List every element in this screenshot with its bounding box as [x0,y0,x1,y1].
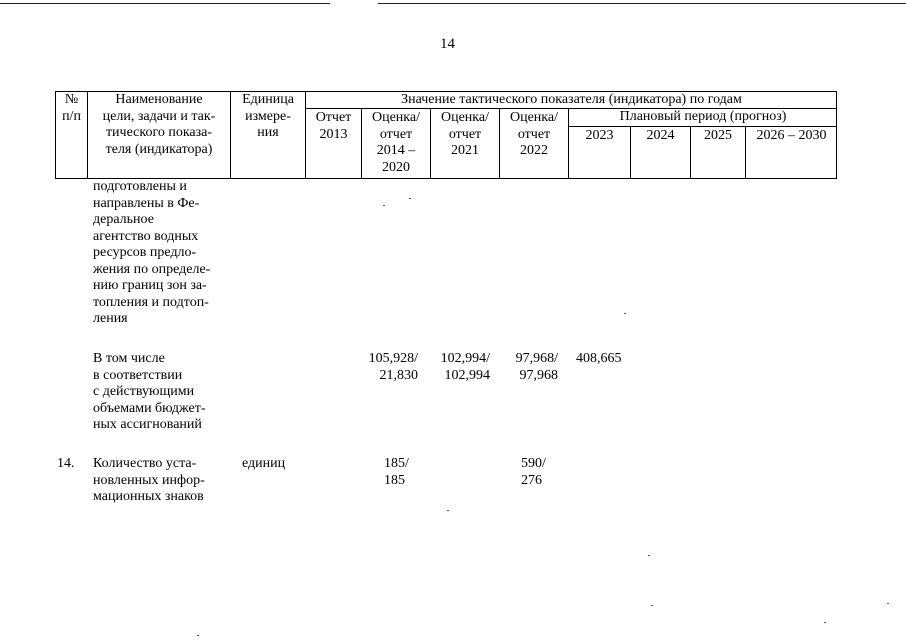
header-year-2026-2030: 2026 – 2030 [756,128,827,143]
header-report-2013: Отчет 2013 [315,110,352,142]
scan-speck [447,510,449,511]
including-row-name: В том числе в соответствии с действующими объемами бюджет- ных ассигнований [93,351,206,432]
header-year-2024: 2024 [646,128,675,143]
row-14-value-2014-2020: 185/ 185 [384,456,409,488]
header-year-2025: 2025 [704,128,732,143]
scan-edge-line [378,3,906,4]
including-value-2023: 408,665 [576,351,622,366]
scan-speck [887,603,889,604]
row-14-name: Количество уста- новленных инфор- мационных знаков [93,456,205,504]
header-est-2022: Оценка/ отчет 2022 [509,110,558,158]
scan-speck [409,198,411,199]
row-14-value-2022: 590/ 276 [521,456,546,488]
scan-speck [648,555,650,556]
header-col-name: Наименование цели, задачи и так- тического показа- теля (индикатора) [102,92,216,157]
row-14-unit: единиц [242,456,286,471]
continuation-row-name: подготовлены и направлены в Фе- деральное агентство водных ресурсов предло- жения по определе- нию границ зон за- топления и подтоп- ления [93,179,211,326]
scan-speck [383,205,385,206]
row-14-number: 14. [57,456,75,471]
header-col-unit: Единица измере- ния [242,92,294,140]
scan-speck [197,635,199,636]
page-number: 14 [440,36,455,52]
scan-edge-line [0,3,330,4]
header-year-2023: 2023 [585,128,614,143]
scan-speck [624,313,626,314]
header-col-number: № п/п [62,92,81,124]
scan-speck [651,605,653,606]
header-plan-period: Плановый период (прогноз) [619,109,787,124]
header-est-2021: Оценка/ отчет 2021 [440,110,489,158]
scan-speck [824,622,826,623]
header-group-title: Значение тактического показателя (индикатора) по годам [401,92,742,107]
including-value-2022: 97,968/ 97,968 [515,351,558,383]
header-est-2014-2020: Оценка/ отчет 2014 – 2020 [371,110,420,175]
including-value-2014-2020: 105,928/ 21,830 [368,351,418,383]
including-value-2021: 102,994/ 102,994 [440,351,490,383]
